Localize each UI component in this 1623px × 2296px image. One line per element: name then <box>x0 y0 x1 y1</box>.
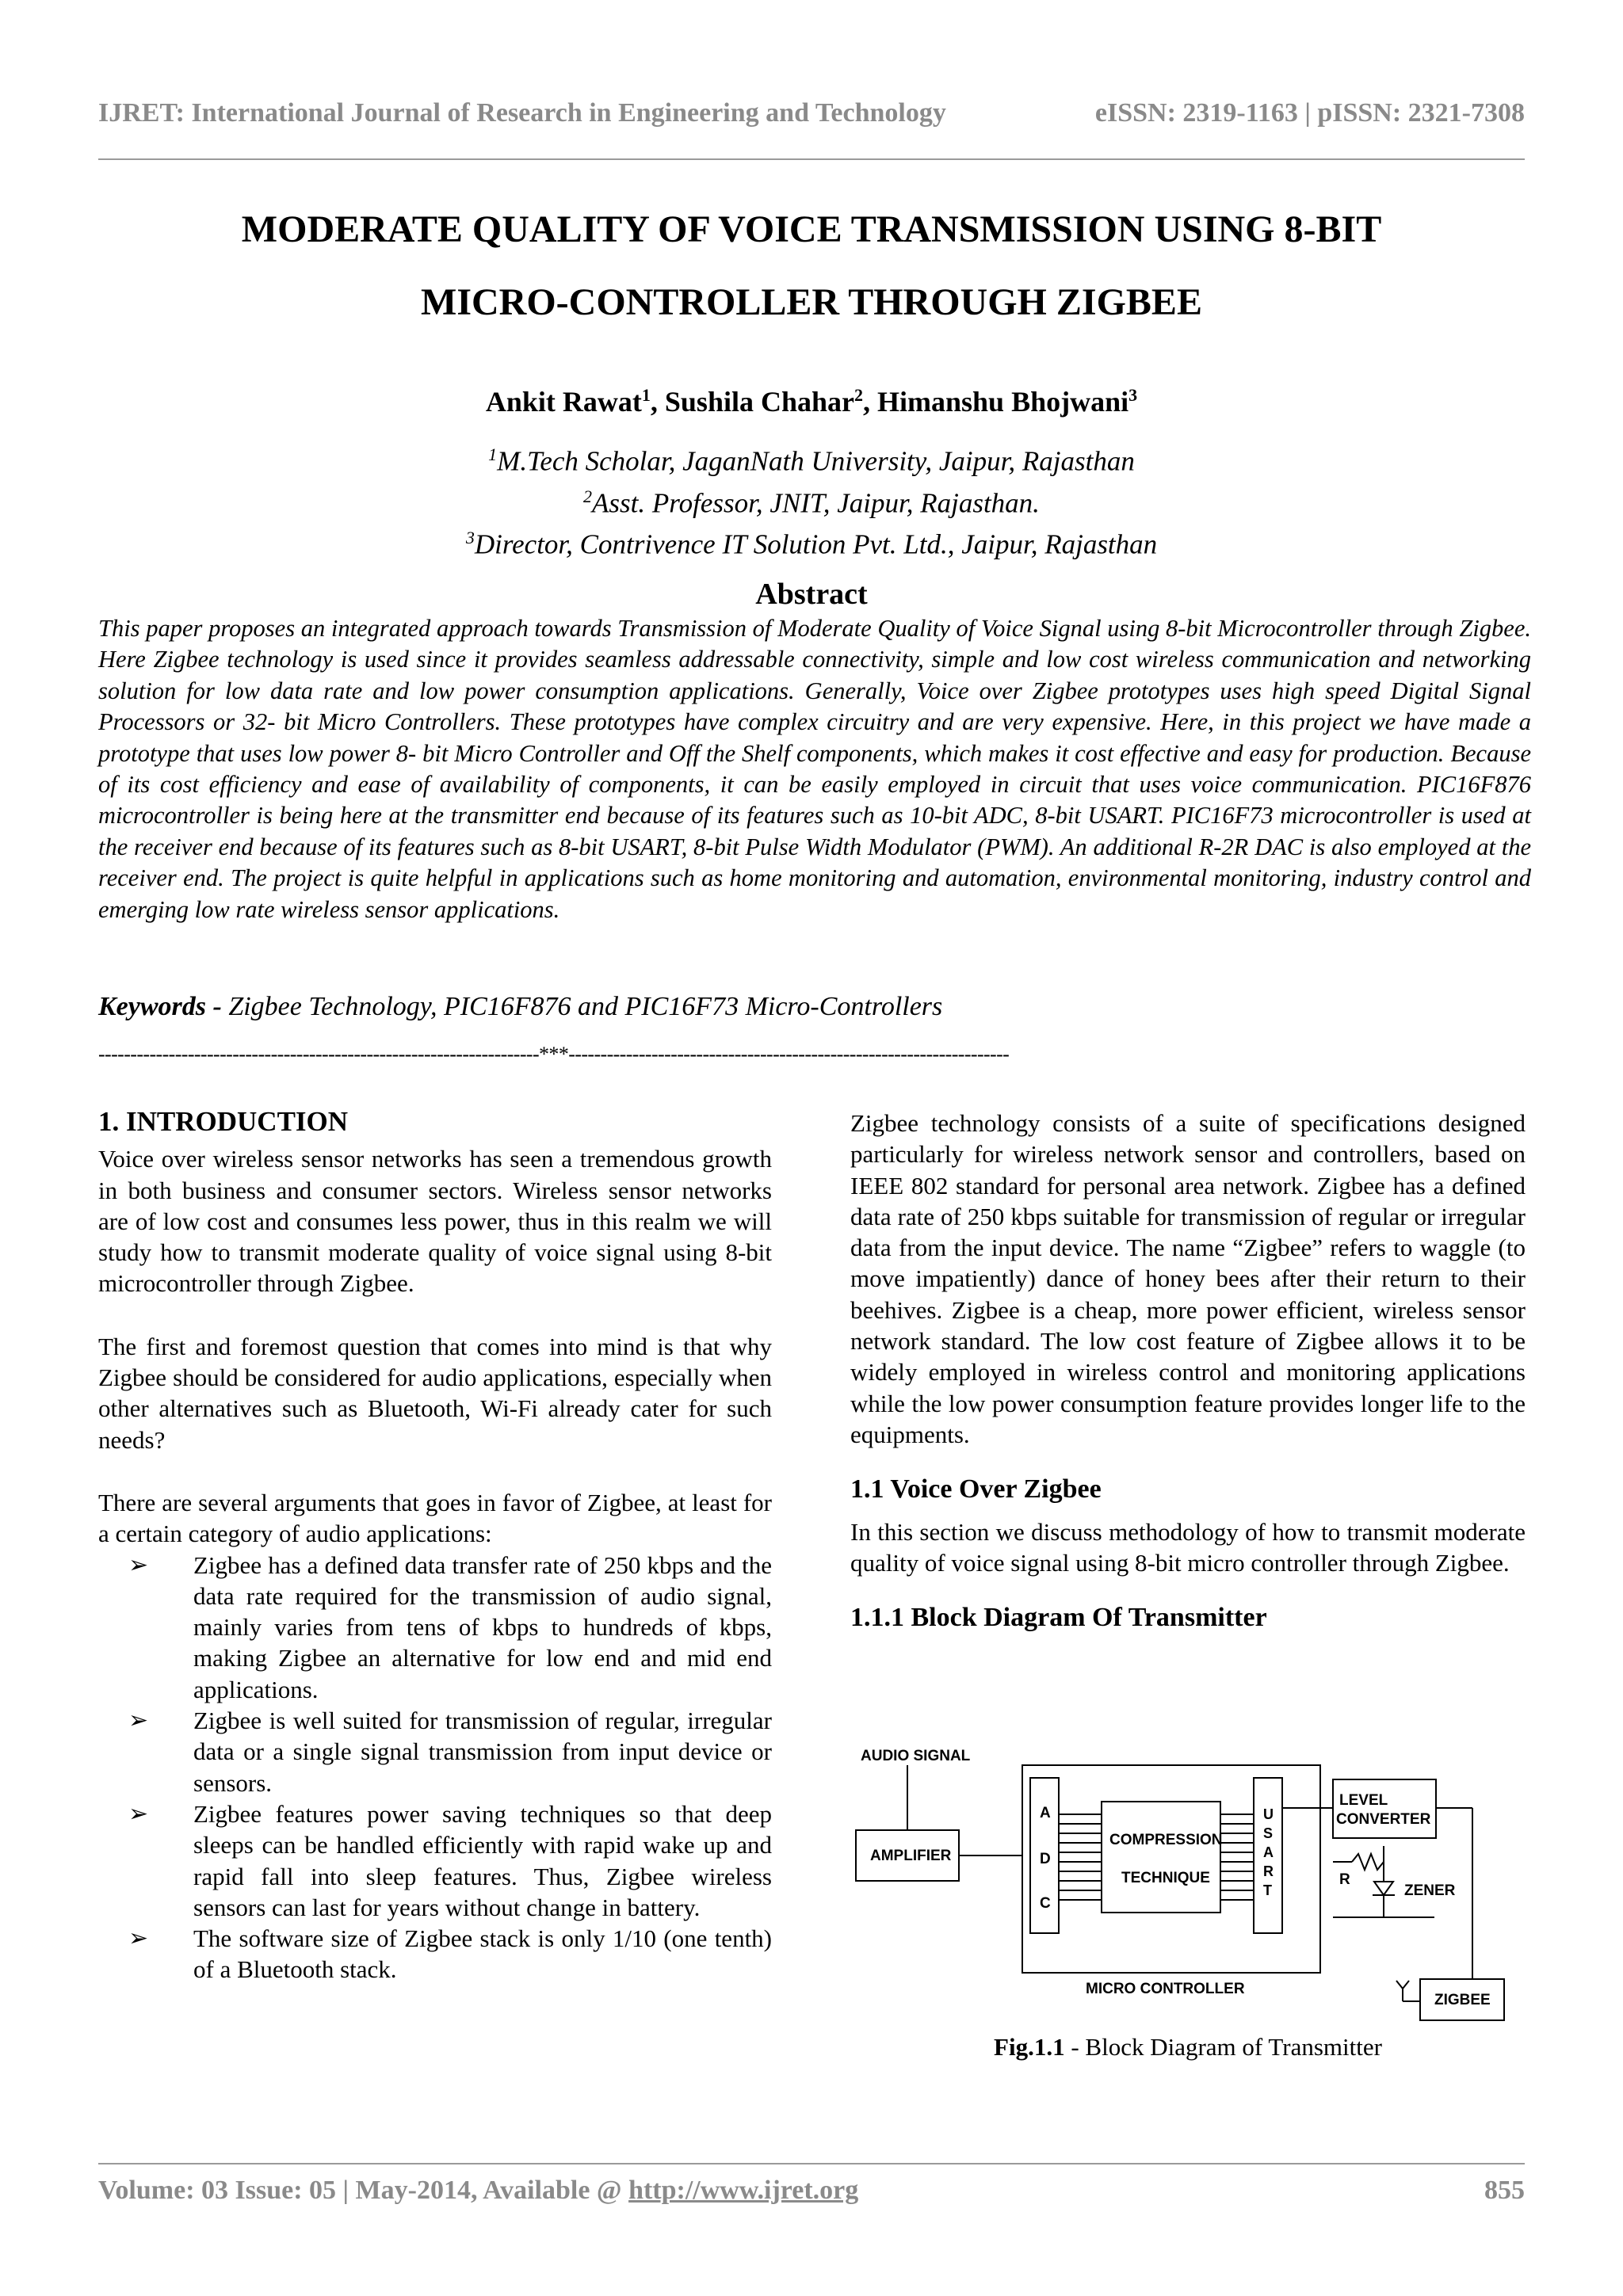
usart-letter-u: U <box>1263 1806 1274 1822</box>
voice-over-zigbee-heading: 1.1 Voice Over Zigbee <box>850 1474 1102 1505</box>
advantages-list <box>98 1550 772 1985</box>
abstract-text: This paper proposes an integrated approach towards Transmission of Moderate Quality of Voice Signal using 8-bit Microcontroller through Zigbee. Here Zigbee technology is used since it provides seamless addressable connectivity, simple and low cost wireless communication and networking solution for low data rate and low power consumption applications. Generally, Voice over Zigbee prototypes uses high speed Digital Signal Processors or 32- bit Micro Controllers. These prototypes have complex circuitry and are very expensive. Here, in this project we have made a prototype that uses low power 8- bit Micro Controller and Off the Shelf components, which makes it cost effective and easy for production. Because of its cost efficiency and ease of availability of components, it can be easily employed in circuit that uses voice communication. PIC16F876 microcontroller is being here at the transmitter end because of its features such as 10-bit ADC, 8-bit USART. PIC16F73 microcontroller is used at the receiver end because of its features such as 8-bit USART, 8-bit Pulse Width Modulator (PWM). An additional R-2R DAC is also employed at the receiver end. The project is quite helpful in applications such as home monitoring and automation, environmental monitoring, industry control and emerging low rate wireless sensor applications. <box>98 615 1531 923</box>
section-separator: ---------------------------------------------------------------------***--------------------------------------------------------------------- <box>98 1043 1010 1066</box>
keywords <box>98 992 1531 1022</box>
level-converter-block <box>1333 1779 1436 1838</box>
compression-label: COMPRESSION <box>1109 1832 1223 1848</box>
usart-letter-a: A <box>1263 1844 1274 1860</box>
figure-caption <box>850 2033 1526 2061</box>
block-diagram-heading: 1.1.1 Block Diagram Of Transmitter <box>850 1603 1267 1633</box>
resistor-symbol <box>1352 1854 1384 1870</box>
intro-paragraph-1: Voice over wireless sensor networks has seen a tremendous growth in both business and consumer sectors. Wireless sensor networks are of low cost and consumes less power, thus in this realm we will study how to transmit moderate quality of voice signal using 8-bit microcontroller through Zigbee. <box>98 1145 772 1298</box>
zener-diode-symbol <box>1374 1882 1393 1895</box>
abstract-heading: Abstract <box>755 578 868 611</box>
issn-header: eISSN: 2319-1163 | pISSN: 2321-7308 <box>1094 98 1525 128</box>
affiliation-1: $^1$M.Tech Scholar, JaganNath University, Jaipur, Rajasthan <box>488 444 1135 477</box>
page-number: 855 <box>1484 2176 1525 2205</box>
microcontroller-block <box>1022 1765 1320 1973</box>
left-column <box>98 1106 772 1985</box>
zigbee-paragraph: Zigbee technology consists of a suite of specifications designed particularly for wireless network sensor and controllers, based on IEEE 802 standard for personal area network. Zigbee has a defined data rate of 250 kbps suitable for transmission of regular or irregular data from the input device. The name “Zigbee” refers to waggle (to move impatiently) dance of honey bees after their return to their beehives. Zigbee is a cheap, more power efficient, wireless sensor network standard. The low cost feature of Zigbee allows it to be widely employed in wireless control and monitoring applications while the low power consumption feature provides longer life to the equipments. <box>850 1109 1526 1448</box>
journal-header: IJRET: International Journal of Research in Engineering and Technology <box>98 98 946 128</box>
usart-letter-r: R <box>1263 1863 1274 1879</box>
affiliation-3: $^3$Director, Contrivence IT Solution Pvt. Ltd., Jaipur, Rajasthan <box>465 528 1158 560</box>
arrow-bullet-icon: ➢ <box>128 1550 149 1579</box>
adc-letter-d: D <box>1040 1851 1051 1867</box>
journal-link[interactable]: http://www.ijret.org <box>628 2176 859 2205</box>
compression-block <box>1102 1802 1220 1913</box>
introduction-heading: 1. INTRODUCTION <box>98 1106 349 1137</box>
microcontroller-label: MICRO CONTROLLER <box>1086 1981 1245 1997</box>
arrow-bullet-icon: ➢ <box>128 1707 149 1735</box>
intro-paragraph-2: The first and foremost question that comes into mind is that why Zigbee should be considered for audio applications, especially when other alternatives such as Bluetooth, Wi-Fi already cater for such needs? <box>98 1332 772 1454</box>
keywords-label: Keywords - <box>98 992 222 1021</box>
resistor-label: R <box>1339 1871 1350 1888</box>
technique-label: TECHNIQUE <box>1121 1870 1210 1886</box>
usart-letter-t: T <box>1263 1882 1272 1898</box>
author-2: Sushila Chahar$^2$, <box>664 385 877 418</box>
header-rule <box>98 158 1525 160</box>
level-label: LEVEL <box>1339 1792 1388 1809</box>
figure-number: Fig.1.1 <box>994 2033 1065 2061</box>
usart-letter-s: S <box>1263 1825 1274 1841</box>
affiliation-2: $^2$Asst. Professor, JNIT, Jaipur, Rajasthan. <box>583 486 1040 519</box>
list-item: ➢ Zigbee has a defined data transfer rate of 250 kbps and the data rate required for the transmission of audio signal, mainly varies from tens of kbps to hundreds of kbps, making Zigbee an alternative for low end and mid end applications. <box>128 1550 772 1703</box>
paper-title-line-1: MODERATE QUALITY OF VOICE TRANSMISSION USING 8-BIT <box>241 208 1382 250</box>
author-3: Himanshu Bhojwani$^3$ <box>877 385 1138 418</box>
intro-paragraph-3: There are several arguments that goes in favor of Zigbee, at least for a certain category of audio applications: <box>98 1488 772 1548</box>
keywords-text: Zigbee Technology, PIC16F876 and PIC16F73 Micro-Controllers <box>221 992 943 1021</box>
footer-rule <box>98 2163 1525 2164</box>
list-item: ➢ Zigbee is well suited for transmission of regular, irregular data or a single signal transmission from input device or sensors. <box>128 1707 772 1797</box>
list-item: ➢ Zigbee features power saving techniques so that deep sleeps can be handled efficiently with rapid wake up and rapid fall into sleep features. Thus, Zigbee wireless sensors can last for years without change in battery. <box>128 1799 772 1921</box>
audio-signal-label: AUDIO SIGNAL <box>861 1748 971 1764</box>
paper-title-line-2: MICRO-CONTROLLER THROUGH ZIGBEE <box>421 281 1202 323</box>
adc-letter-a: A <box>1040 1805 1051 1821</box>
author-1: Ankit Rawat$^1$, <box>485 385 665 418</box>
converter-label: CONVERTER <box>1336 1811 1431 1828</box>
methodology-paragraph: In this section we discuss methodology of how to transmit moderate quality of voice signal using 8-bit micro controller through Zigbee. <box>850 1517 1526 1577</box>
figure-caption-text: - Block Diagram of Transmitter <box>1064 2033 1382 2061</box>
footer-volume: Volume: 03 Issue: 05 | May-2014, Available @ http://www.ijret.org <box>98 2176 859 2205</box>
affiliations <box>79 437 1544 563</box>
arrow-bullet-icon: ➢ <box>128 1924 149 1953</box>
amplifier-label: AMPLIFIER <box>870 1848 952 1864</box>
arrow-bullet-icon: ➢ <box>128 1799 149 1828</box>
transmitter-block-diagram <box>848 1743 1545 2036</box>
right-column <box>850 1108 1526 1633</box>
author-list <box>79 385 1544 418</box>
zener-label: ZENER <box>1404 1882 1456 1899</box>
zigbee-label: ZIGBEE <box>1434 1992 1491 2008</box>
adc-letter-c: C <box>1040 1895 1051 1912</box>
list-item: ➢ The software size of Zigbee stack is only 1/10 (one tenth) of a Bluetooth stack. <box>128 1924 772 1984</box>
